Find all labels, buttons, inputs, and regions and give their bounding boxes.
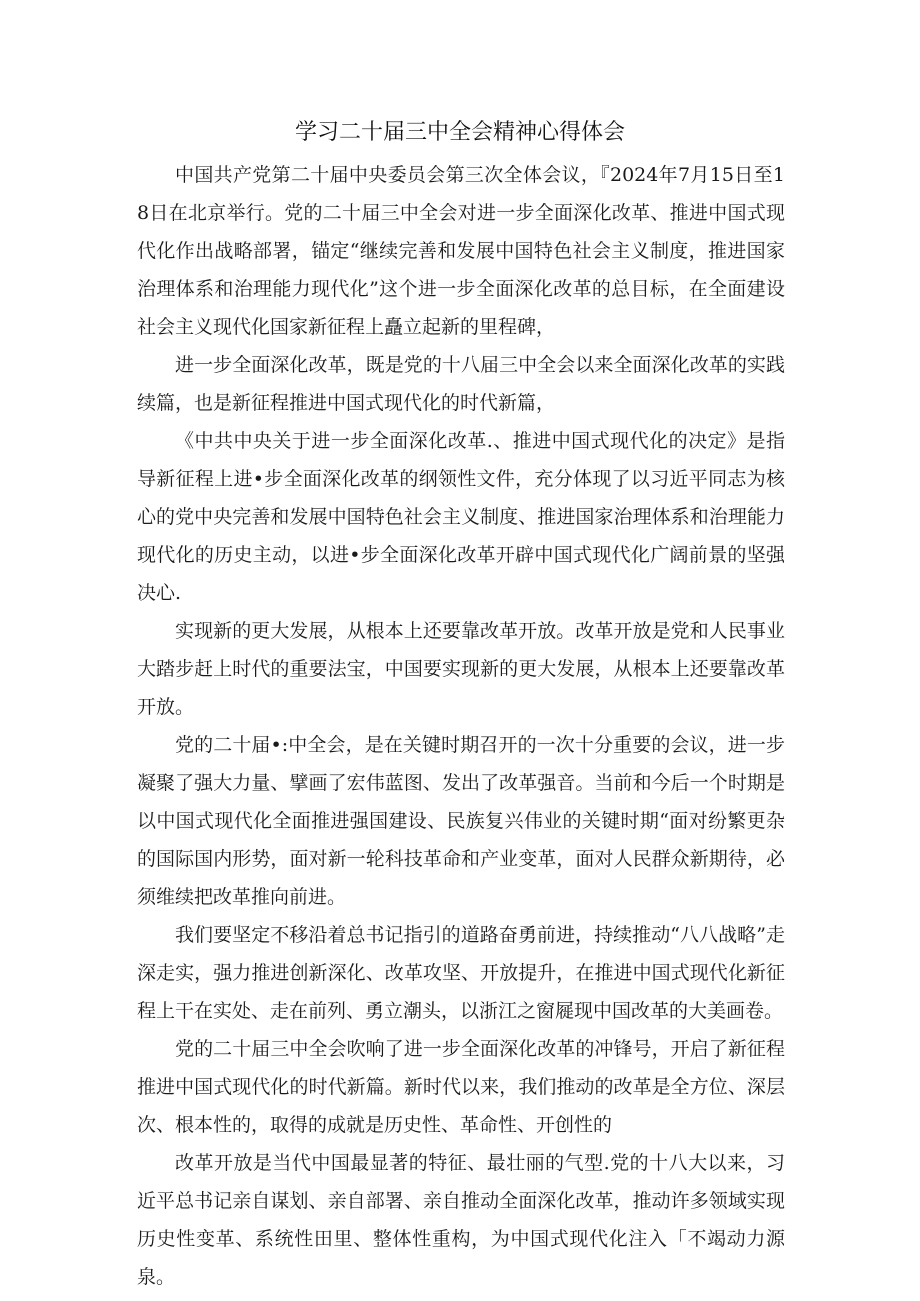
paragraph-6: 我们要坚定不移沿着总书记指引的道路奋勇前进，持续推动“八八战略”走深走实，强力推进创新深化、改革攻坚、开放提升，在推进中国式现代化新征程上干在实处、走在前列、勇立潮头，以浙江之窗屣现中国改革的大美画卷。 [137, 924, 785, 1022]
document-body [137, 156, 785, 1296]
paragraph-5: 党的二十届•:中全会，是在关键时期召开的一次十分重要的会议，进一步凝聚了强大力量、擘画了宏伟蓝图、发出了改革强音。当前和今后一个时期是以中国式现代化全面推进强国建设、民族复兴伟业的关键时期“面对纷繁更杂的国际国内形势，面对新一轮科技革命和产业变革，面对人民群众新期待，必须维续把改革推向前进。 [137, 734, 785, 908]
paragraph-2: 进一步全面深化改革，既是党的十八届三中全会以来全面深化改革的实践续篇，也是新征程推进中国式现代化的时代新篇， [137, 354, 785, 414]
paragraph-4: 实现新的更大发展，从根本上还要靠改革开放。改革开放是党和人民事业大踏步赶上时代的重要法宝，中国要实现新的更大发展，从根本上还要靠改革开放。 [137, 620, 785, 718]
paragraph-3: 《中共中央关于进一步全面深化改革.、推进中国式现代化的决定》是指导新征程上进•步全面深化改革的纲领性文件，充分体现了以习近平同志为核心的党中央完善和发展中国特色社会主义制度、推进国家治理体系和治理能力现代化的历史主动，以进•步全面深化改革开辟中国式现代化广阔前景的坚强决心. [137, 430, 785, 604]
paragraph-1: 中国共产党第二十届中央委员会第三次全体会议，『2024年7月15日至18日在北京举行。党的二十届三中全会对进一步全面深化改革、推进中国式现代化作出战略部署，锚定“继续完善和发展中国特色社会主义制度，推进国家治理体系和治理能力现代化”这个进一步全面深化改革的总目标，在全面建设社会主义现代化国家新征程上矗立起新的里程碑， [137, 164, 785, 338]
paragraph-7: 党的二十届三中全会吹响了进一步全面深化改革的冲锋号，开启了新征程推进中国式现代化的时代新篇。新时代以来，我们推动的改革是全方位、深层次、根本性的，取得的成就是历史性、革命性、开创性的 [137, 1038, 785, 1136]
document-title: 学习二十届三中全会精神心得体会 [294, 120, 625, 145]
paragraph-8: 改革开放是当代中国最显著的特征、最壮丽的气型.党的十八大以来，习近平总书记亲自谋划、亲自部署、亲自推动全面深化改革，推动许多领域实现历史性变革、系统性田里、整体性重构，为中国式现代化注入「不竭动力源泉。 [137, 1152, 785, 1288]
